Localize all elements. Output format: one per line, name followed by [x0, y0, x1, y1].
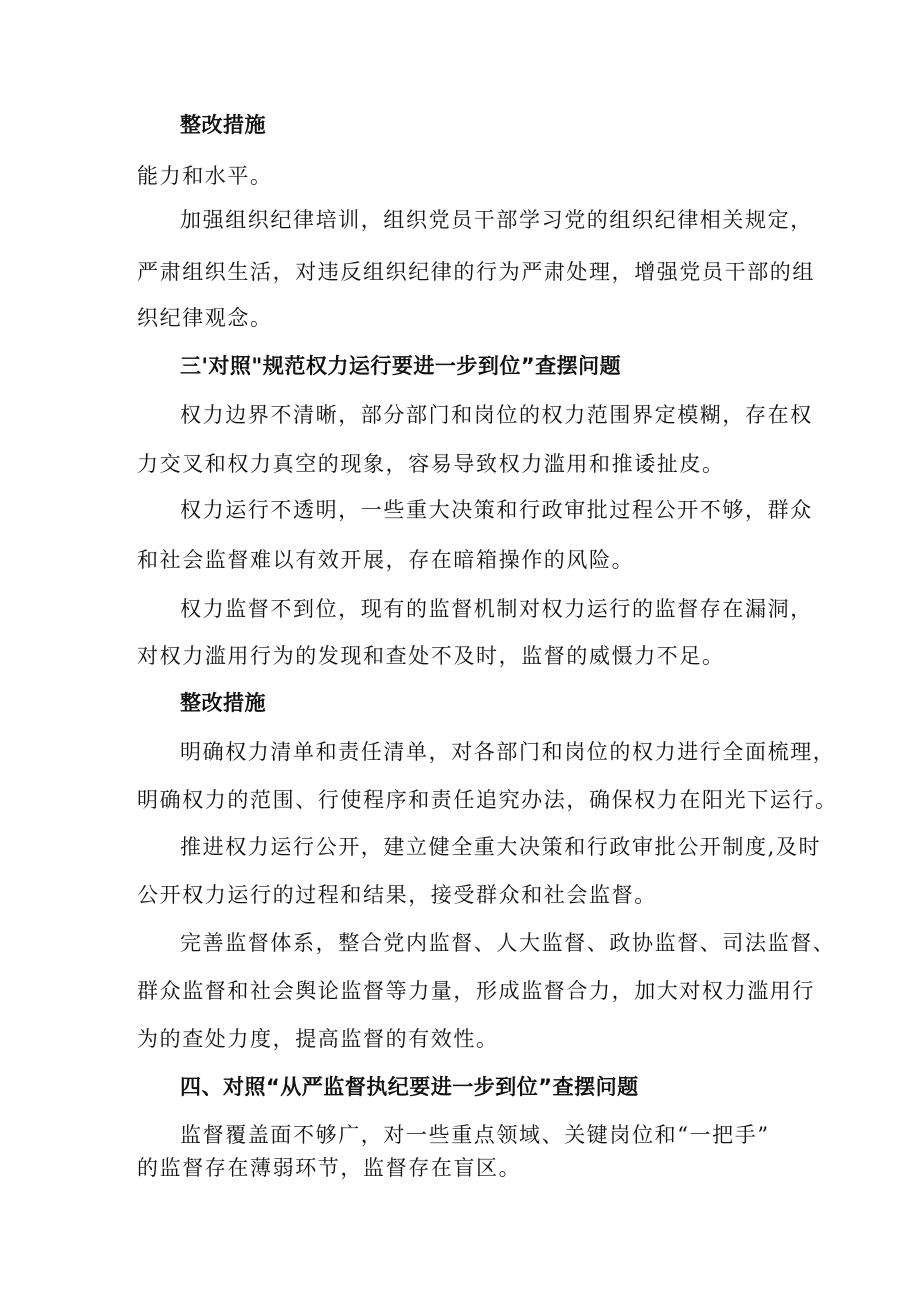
paragraph-line: 严肃组织生活，对违反组织纪律的行为严肃处理，增强党员干部的组 [137, 260, 815, 284]
paragraph-line: 监督覆盖面不够广，对一些重点领域、关键岗位和“一把手” [180, 1123, 770, 1147]
paragraph-line: 公开权力运行的过程和结果，接受群众和社会监督。 [137, 883, 657, 907]
paragraph-line: 完善监督体系，整合党内监督、人大监督、政协监督、司法监督、 [180, 931, 836, 955]
paragraph-line: 推进权力运行公开，建立健全重大决策和行政审批公开制度,及时 [180, 835, 822, 859]
section-heading-rectification: 整改措施 [180, 691, 266, 715]
section-heading-three: 三'对照"规范权力运行要进一步到位”查摆问题 [180, 354, 622, 378]
paragraph-line: 力交叉和权力真空的现象，容易导致权力滥用和推诿扯皮。 [137, 452, 725, 476]
section-heading-four: 四、对照“从严监督执纪要进一步到位”查摆问题 [180, 1075, 639, 1099]
paragraph-line: 群众监督和社会舆论监督等力量，形成监督合力，加大对权力滥用行 [137, 979, 815, 1003]
section-heading-rectification: 整改措施 [180, 113, 266, 137]
paragraph-line: 明确权力清单和责任清单，对各部门和岗位的权力进行全面梳理， [180, 740, 836, 764]
paragraph-line: 权力边界不清晰，部分部门和岗位的权力范围界定模糊，存在权 [180, 403, 813, 427]
paragraph-line: 对权力滥用行为的发现和查处不及时，监督的威慑力不足。 [137, 644, 725, 668]
paragraph-line: 的监督存在薄弱环节，监督存在盲区。 [137, 1156, 522, 1180]
paragraph-line: 和社会监督难以有效开展，存在暗箱操作的风险。 [137, 548, 635, 572]
paragraph-line: 权力监督不到位，现有的监督机制对权力运行的监督存在漏洞， [180, 597, 813, 621]
paragraph-line: 能力和水平。 [137, 164, 273, 188]
paragraph-line: 明确权力的范围、行使程序和责任追究办法，确保权力在阳光下运行。 [137, 788, 838, 812]
paragraph-line: 加强组织纪律培训，组织党员干部学习党的组织纪律相关规定， [180, 208, 813, 232]
paragraph-line: 为的查处力度，提高监督的有效性。 [137, 1027, 499, 1051]
paragraph-line: 织纪律观念。 [137, 306, 273, 330]
paragraph-line: 权力运行不透明，一些重大决策和行政审批过程公开不够，群众 [180, 498, 813, 522]
